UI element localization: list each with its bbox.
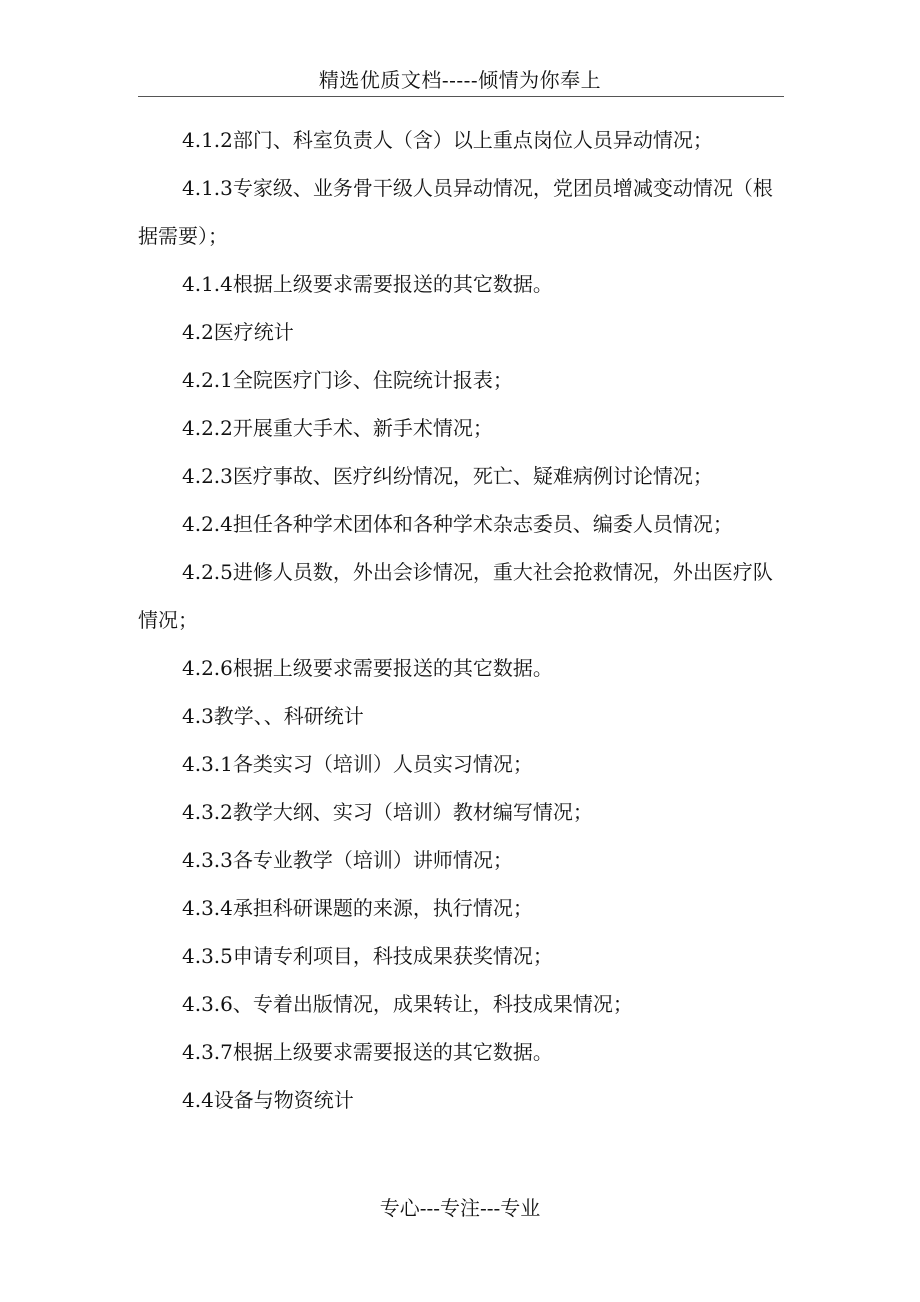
header-divider xyxy=(138,96,784,97)
paragraph-4-3-3: 4.3.3各专业教学（培训）讲师情况； xyxy=(182,848,513,872)
page-header: 精选优质文档-----倾情为你奉上 xyxy=(318,68,602,92)
paragraph-4-2-1: 4.2.1全院医疗门诊、住院统计报表； xyxy=(182,368,513,392)
paragraph-4-3-6: 4.3.6、专着出版情况，成果转让，科技成果情况； xyxy=(182,992,633,1016)
paragraph-4-1-4: 4.1.4根据上级要求需要报送的其它数据。 xyxy=(182,272,553,296)
paragraph-4-1-3: 4.1.3专家级、业务骨干级人员异动情况，党团员增减变动情况（根据需要）； xyxy=(138,176,773,248)
paragraph-4-2-2: 4.2.2开展重大手术、新手术情况； xyxy=(182,416,493,440)
paragraph-4-1-2: 4.1.2部门、科室负责人（含）以上重点岗位人员异动情况； xyxy=(182,128,713,152)
paragraph-4-2-4: 4.2.4担任各种学术团体和各种学术杂志委员、编委人员情况； xyxy=(182,512,733,536)
paragraph-4-2-5: 4.2.5进修人员数，外出会诊情况，重大社会抢救情况，外出医疗队情况； xyxy=(138,560,773,632)
section-heading-4-4: 4.4设备与物资统计 xyxy=(182,1088,354,1112)
section-heading-4-2: 4.2医疗统计 xyxy=(182,320,294,344)
paragraph-4-3-2: 4.3.2教学大纲、实习（培训）教材编写情况； xyxy=(182,800,593,824)
paragraph-4-3-7: 4.3.7根据上级要求需要报送的其它数据。 xyxy=(182,1040,553,1064)
page-footer: 专心---专注---专业 xyxy=(379,1196,541,1220)
paragraph-4-3-4: 4.3.4承担科研课题的来源，执行情况； xyxy=(182,896,533,920)
paragraph-4-3-1: 4.3.1各类实习（培训）人员实习情况； xyxy=(182,752,533,776)
paragraph-4-3-5: 4.3.5申请专利项目，科技成果获奖情况； xyxy=(182,944,553,968)
section-heading-4-3: 4.3教学、、科研统计 xyxy=(182,704,364,728)
paragraph-4-2-3: 4.2.3医疗事故、医疗纠纷情况，死亡、疑难病例讨论情况； xyxy=(182,464,713,488)
paragraph-4-2-6: 4.2.6根据上级要求需要报送的其它数据。 xyxy=(182,656,553,680)
document-body xyxy=(138,116,790,1124)
